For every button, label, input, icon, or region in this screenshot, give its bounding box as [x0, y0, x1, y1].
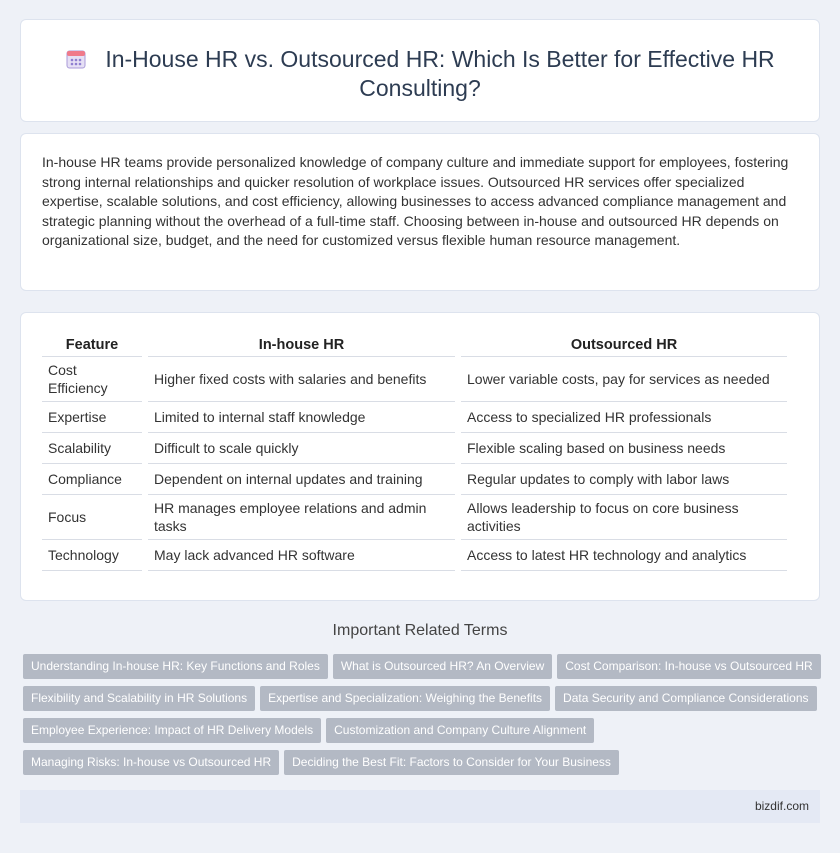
row-feature: Scalability — [42, 433, 142, 464]
table-row — [42, 495, 787, 540]
related-terms-list — [23, 654, 823, 782]
row-outsourced: Regular updates to comply with labor laws — [461, 464, 787, 495]
row-inhouse: May lack advanced HR software — [148, 540, 455, 571]
row-inhouse: HR manages employee relations and admin tasks — [148, 495, 455, 540]
table-row — [42, 402, 787, 433]
title-card — [20, 19, 820, 122]
footer — [20, 790, 820, 823]
related-term-tag[interactable]: Customization and Company Culture Alignment — [326, 718, 594, 743]
row-inhouse: Dependent on internal updates and training — [148, 464, 455, 495]
related-term-tag[interactable]: What is Outsourced HR? An Overview — [333, 654, 552, 679]
related-term-tag[interactable]: Data Security and Compliance Considerations — [555, 686, 816, 711]
row-feature: Focus — [42, 495, 142, 540]
summary-text: In-house HR teams provide personalized knowledge of company culture and immediate support for employees, fostering strong internal relationships and quicker resolution of workplace issues. Outsourced HR services offer specialized expertise, scalable solutions, and cost efficiency, allowing businesses to access advanced compliance management and strategic planning without the overhead of a full-time staff. Choosing between in-house and outsourced HR depends on organizational size, budget, and the need for customized versus flexible human resource management. — [42, 154, 789, 248]
page-title-text: In-House HR vs. Outsourced HR: Which Is Better for Effective HR Consulting? — [105, 46, 775, 101]
table-row — [42, 433, 787, 464]
related-term-tag[interactable]: Managing Risks: In-house vs Outsourced HR — [23, 750, 279, 775]
comparison-table — [36, 335, 793, 571]
row-outsourced: Access to latest HR technology and analytics — [461, 540, 787, 571]
row-outsourced: Allows leadership to focus on core business activities — [461, 495, 787, 540]
table-row — [42, 464, 787, 495]
row-feature: Technology — [42, 540, 142, 571]
page-title — [51, 45, 789, 103]
table-header-row — [42, 335, 787, 357]
row-outsourced: Flexible scaling based on business needs — [461, 433, 787, 464]
footer-brand[interactable]: bizdif.com — [754, 799, 809, 813]
comparison-card — [20, 312, 820, 601]
related-term-tag[interactable]: Employee Experience: Impact of HR Delivery Models — [23, 718, 321, 743]
row-feature: Expertise — [42, 402, 142, 433]
related-term-tag[interactable]: Expertise and Specialization: Weighing the Benefits — [260, 686, 550, 711]
row-inhouse: Limited to internal staff knowledge — [148, 402, 455, 433]
summary-card — [20, 133, 820, 291]
calendar-icon — [65, 48, 87, 70]
row-outsourced: Lower variable costs, pay for services as needed — [461, 357, 787, 402]
row-feature: Cost Efficiency — [42, 357, 142, 402]
row-inhouse: Higher fixed costs with salaries and benefits — [148, 357, 455, 402]
row-inhouse: Difficult to scale quickly — [148, 433, 455, 464]
header-feature: Feature — [42, 335, 142, 357]
table-row — [42, 357, 787, 402]
row-feature: Compliance — [42, 464, 142, 495]
related-term-tag[interactable]: Flexibility and Scalability in HR Solutions — [23, 686, 255, 711]
table-row — [42, 540, 787, 571]
row-outsourced: Access to specialized HR professionals — [461, 402, 787, 433]
related-term-tag[interactable]: Understanding In-house HR: Key Functions and Roles — [23, 654, 328, 679]
header-outsourced: Outsourced HR — [461, 335, 787, 357]
related-terms-title: Important Related Terms — [332, 622, 508, 639]
header-inhouse: In-house HR — [148, 335, 455, 357]
related-term-tag[interactable]: Cost Comparison: In-house vs Outsourced HR — [557, 654, 820, 679]
related-term-tag[interactable]: Deciding the Best Fit: Factors to Consider for Your Business — [284, 750, 619, 775]
